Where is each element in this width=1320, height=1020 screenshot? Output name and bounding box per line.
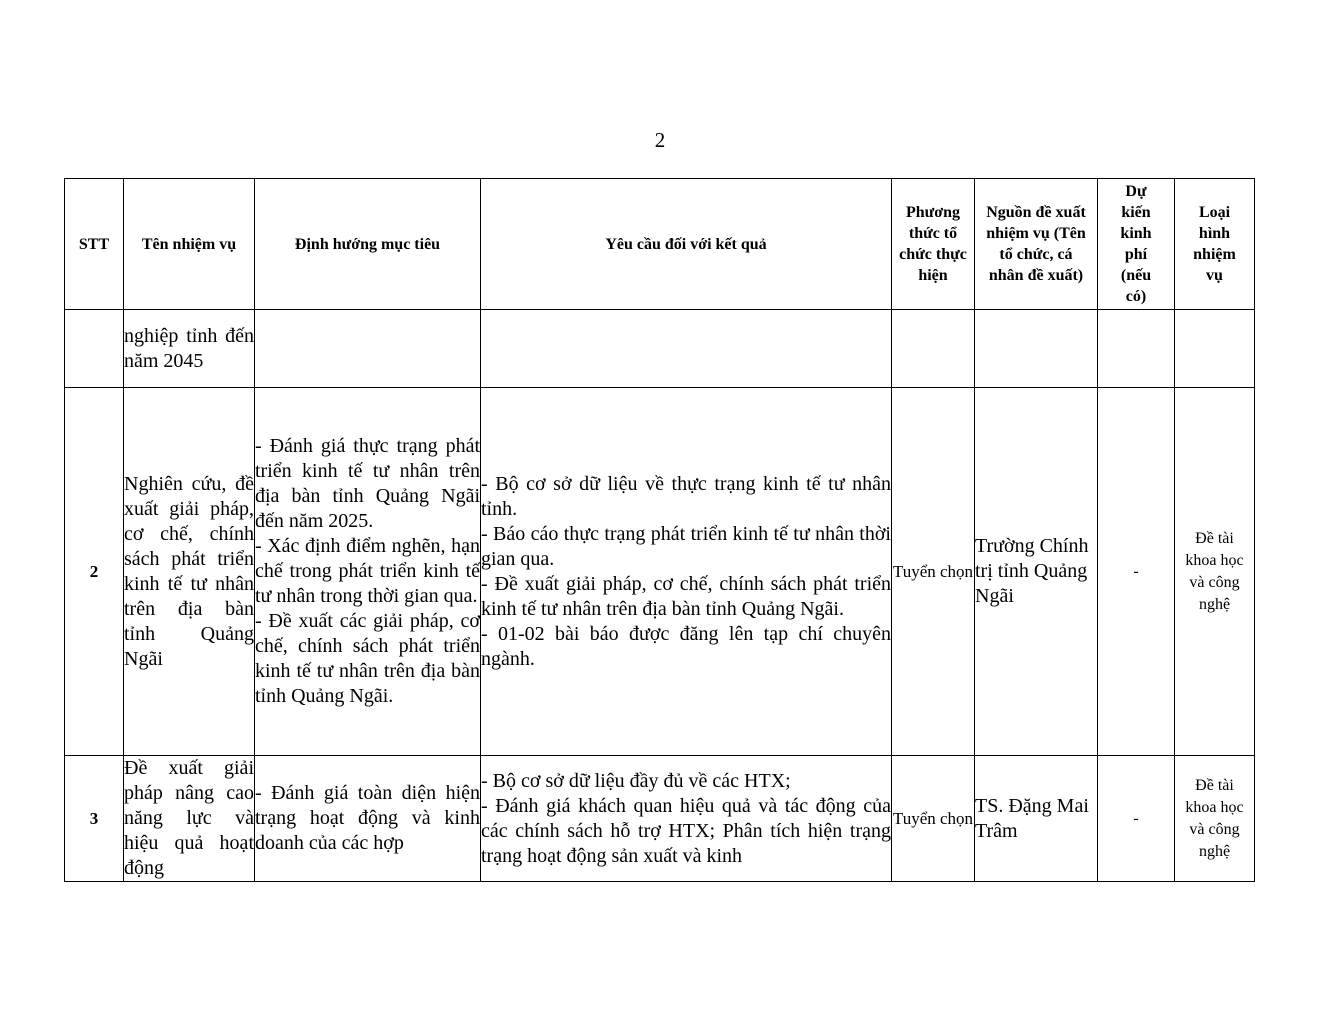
requirement-item: - Đề xuất giải pháp, cơ chế, chính sách phát triển kinh tế tư nhân trên địa bàn tỉnh Quảng Ngãi. <box>481 572 891 620</box>
row-task-name: nghiệp tỉnh đến năm 2045 <box>124 310 255 388</box>
table-row <box>65 310 1255 388</box>
requirement-item: - 01-02 bài báo được đăng lên tạp chí chuyên ngành. <box>481 622 891 670</box>
row-budget: - <box>1098 388 1175 756</box>
row-type: Đề tài khoa học và công nghệ <box>1175 388 1255 756</box>
requirement-item: - Đánh giá khách quan hiệu quả và tác động của các chính sách hỗ trợ HTX; Phân tích hiện trạng trạng hoạt động sản xuất và kinh <box>481 794 891 867</box>
task-table <box>64 178 1255 882</box>
row-stt <box>65 310 124 388</box>
header-type: Loại hình nhiệm vụ <box>1175 179 1255 310</box>
row-method: Tuyển chọn <box>892 756 975 882</box>
requirement-item: - Bộ cơ sở dữ liệu về thực trạng kinh tế tư nhân tỉnh. <box>481 472 891 520</box>
table-header-row <box>65 179 1255 310</box>
header-budget: Dự kiến kinh phí (nếu có) <box>1098 179 1175 310</box>
header-objective: Định hướng mục tiêu <box>255 179 481 310</box>
page-number: 2 <box>654 128 666 152</box>
row-source <box>975 310 1098 388</box>
objective-item: - Đề xuất các giải pháp, cơ chế, chính sách phát triển kinh tế tư nhân trên địa bàn tỉnh Quảng Ngãi. <box>255 610 480 707</box>
header-task-name: Tên nhiệm vụ <box>124 179 255 310</box>
row-method <box>892 310 975 388</box>
row-type: Đề tài khoa học và công nghệ <box>1175 756 1255 882</box>
header-source: Nguồn đề xuất nhiệm vụ (Tên tổ chức, cá nhân đề xuất) <box>975 179 1098 310</box>
row-task-name: Đề xuất giải pháp nâng cao năng lực và hiệu quả hoạt động <box>124 756 255 882</box>
requirement-item: - Bộ cơ sở dữ liệu đầy đủ về các HTX; <box>481 769 791 792</box>
row-source: TS. Đặng Mai Trâm <box>975 756 1098 882</box>
row-type <box>1175 310 1255 388</box>
table-row <box>65 756 1255 882</box>
row-requirements <box>481 310 892 388</box>
row-stt: 2 <box>65 388 124 756</box>
objective-item: - Đánh giá toàn diện hiện trạng hoạt động và kinh doanh của các hợp <box>255 782 480 854</box>
row-objective <box>255 310 481 388</box>
row-budget <box>1098 310 1175 388</box>
row-source: Trường Chính trị tỉnh Quảng Ngãi <box>975 388 1098 756</box>
row-stt: 3 <box>65 756 124 882</box>
row-task-name: Nghiên cứu, đề xuất giải pháp, cơ chế, chính sách phát triển kinh tế tư nhân trên địa bàn tỉnh Quảng Ngãi <box>124 388 255 756</box>
requirement-item: - Báo cáo thực trạng phát triển kinh tế tư nhân thời gian qua. <box>481 522 891 570</box>
table-row <box>65 388 1255 756</box>
header-method: Phương thức tổ chức thực hiện <box>892 179 975 310</box>
objective-item: - Đánh giá thực trạng phát triển kinh tế tư nhân trên địa bàn tỉnh Quảng Ngãi đến năm 2025. <box>255 435 480 532</box>
row-objective <box>255 756 481 882</box>
row-objective <box>255 388 481 756</box>
header-stt: STT <box>65 179 124 310</box>
row-budget: - <box>1098 756 1175 882</box>
header-requirements: Yêu cầu đối với kết quả <box>481 179 892 310</box>
row-requirements <box>481 756 892 882</box>
row-method: Tuyển chọn <box>892 388 975 756</box>
objective-item: - Xác định điểm nghẽn, hạn chế trong phát triển kinh tế tư nhân trong thời gian qua. <box>255 535 480 607</box>
row-requirements <box>481 388 892 756</box>
